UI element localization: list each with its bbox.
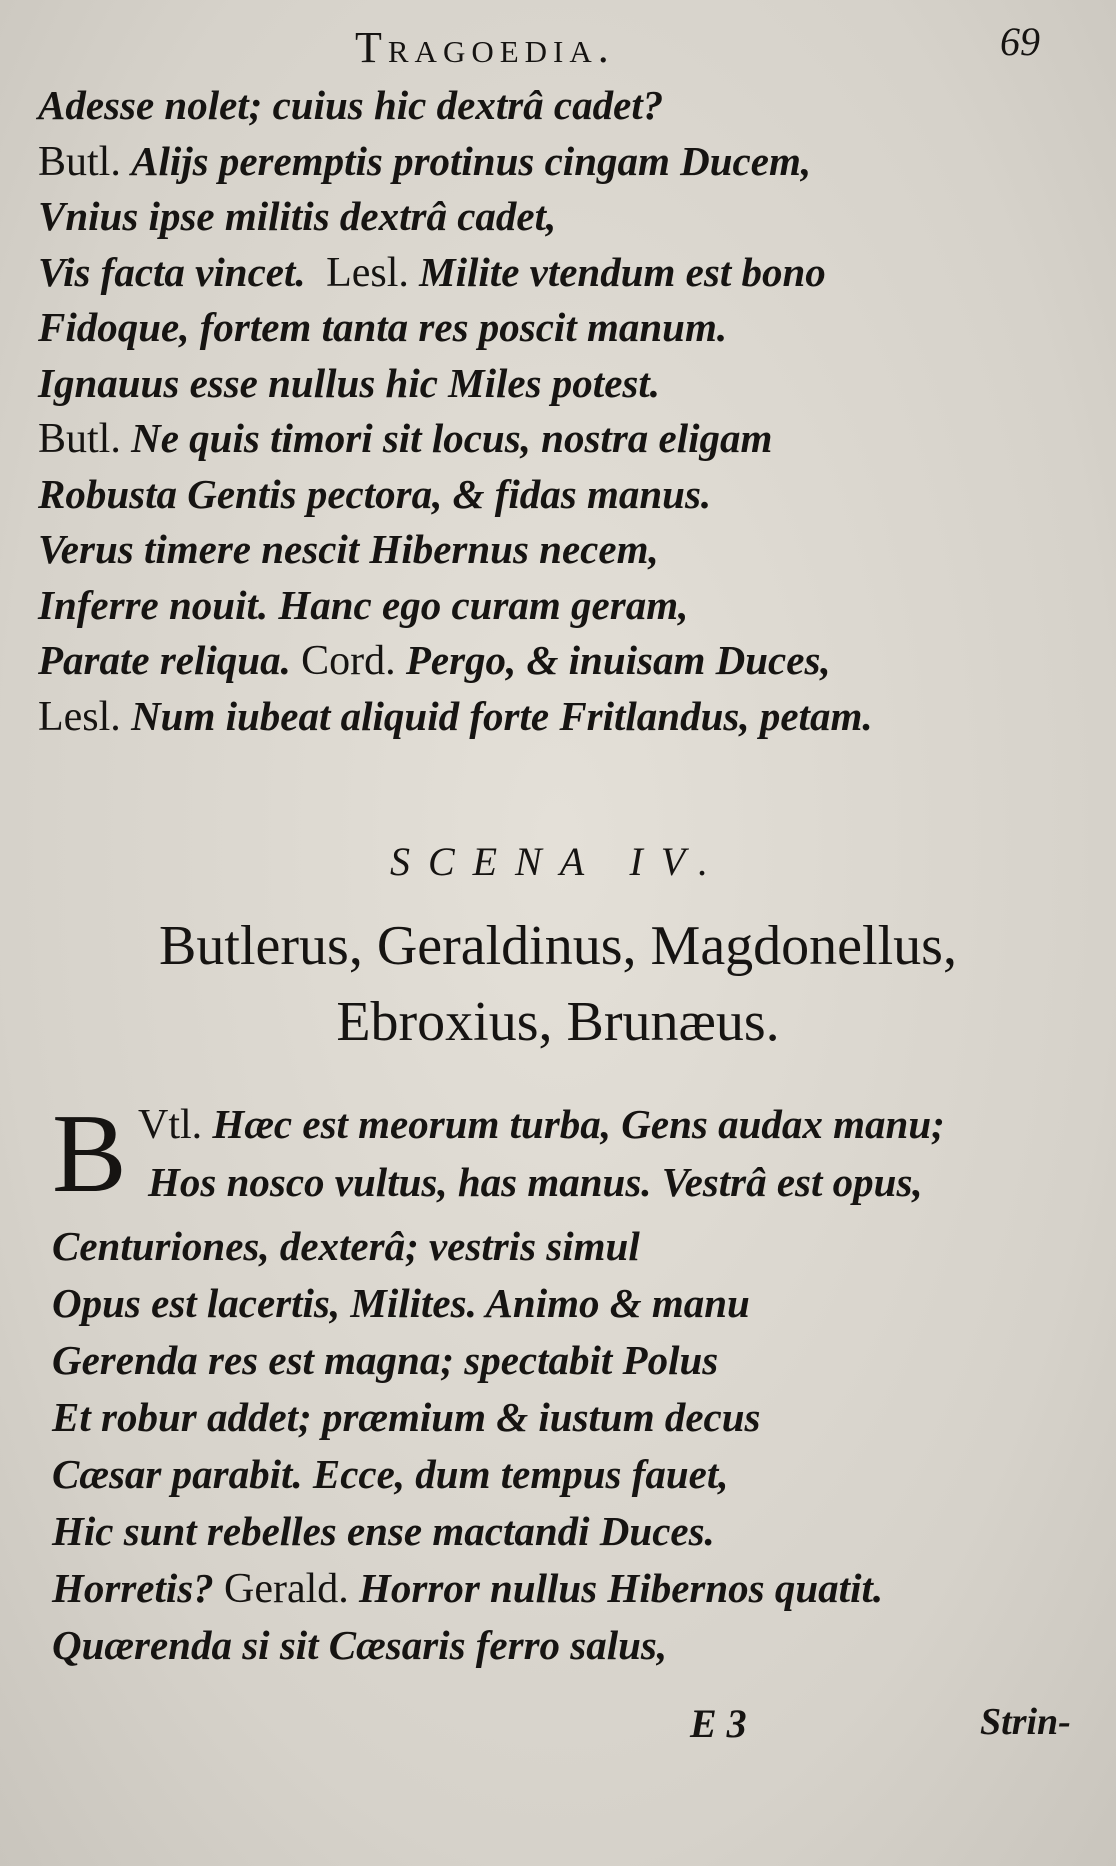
verse-line: Parate reliqua. Cord. Pergo, & inuisam Duces,: [38, 637, 831, 684]
speaker-label: Lesl.: [38, 693, 121, 740]
speaker-label: Butl.: [38, 416, 121, 462]
cast-list: [0, 908, 1116, 1060]
verse-block-scene: [52, 1092, 1102, 1674]
verse-line: Robusta Gentis pectora, & fidas manus.: [38, 470, 712, 517]
verse-line: Quærenda si sit Cæsaris ferro salus,: [52, 1622, 668, 1668]
speaker-label: Cord.: [301, 638, 396, 684]
verse-line: Butl. Ne quis timori sit locus, nostra eligam: [38, 415, 773, 462]
page-footer: [0, 1700, 1116, 1760]
verse-line: Gerenda res est magna; spectabit Polus: [52, 1337, 719, 1383]
verse-line: Vtl. Hæc est meorum turba, Gens audax manu;: [138, 1101, 945, 1148]
verse-line: Butl. Alijs peremptis protinus cingam Ducem,: [38, 137, 812, 185]
verse-line: Et robur addet; præmium & iustum decus: [52, 1394, 761, 1440]
verse-line: Lesl. Num iubeat aliquid forte Fritlandus, petam.: [38, 692, 873, 740]
page-number: 69: [1000, 19, 1040, 64]
opening-lines: [52, 1092, 1102, 1218]
verse-line: Inferre nouit. Hanc ego curam geram,: [38, 581, 689, 628]
verse-line: Ignauus esse nullus hic Miles potest.: [38, 359, 660, 406]
verse-line: Vnius ipse militis dextrâ cadet,: [38, 193, 557, 239]
speaker-label: Gerald.: [224, 1566, 349, 1612]
verse-line: Opus est lacertis, Milites. Animo & manu: [52, 1280, 750, 1326]
page-header: [0, 18, 1116, 78]
verse-line: Horretis? Gerald. Horror nullus Hibernos quatit.: [52, 1565, 884, 1612]
drop-cap: B: [52, 1092, 127, 1216]
cast-line: Ebroxius, Brunæus.: [336, 991, 780, 1053]
verse-line: Verus timere nescit Hibernus necem,: [38, 526, 659, 572]
verse-line: Hos nosco vultus, has manus. Vestrâ est opus,: [148, 1159, 923, 1205]
verse-line: Adesse nolet; cuius hic dextrâ cadet?: [38, 82, 664, 128]
running-title: Tragoedia.: [355, 23, 615, 72]
speaker-label: Lesl.: [326, 249, 409, 296]
speaker-label: Butl.: [38, 138, 121, 185]
verse-line: Fidoque, fortem tanta res poscit manum.: [38, 304, 728, 350]
cast-line: Butlerus, Geraldinus, Magdonellus,: [159, 915, 957, 977]
speaker-label: Vtl.: [138, 1102, 203, 1148]
verse-line: Centuriones, dexterâ; vestris simul: [52, 1223, 640, 1269]
verse-line: Vis facta vincet. Lesl. Milite vtendum est bono: [38, 248, 826, 296]
verse-block-top: [38, 78, 1088, 744]
verse-line: Cæsar parabit. Ecce, dum tempus fauet,: [52, 1451, 729, 1497]
verse-line: Hic sunt rebelles ense mactandi Duces.: [52, 1508, 715, 1554]
catchword: Strin-: [980, 1701, 1071, 1743]
signature-mark: E 3: [690, 1701, 747, 1746]
scene-heading: SCENA IV.: [389, 839, 727, 884]
